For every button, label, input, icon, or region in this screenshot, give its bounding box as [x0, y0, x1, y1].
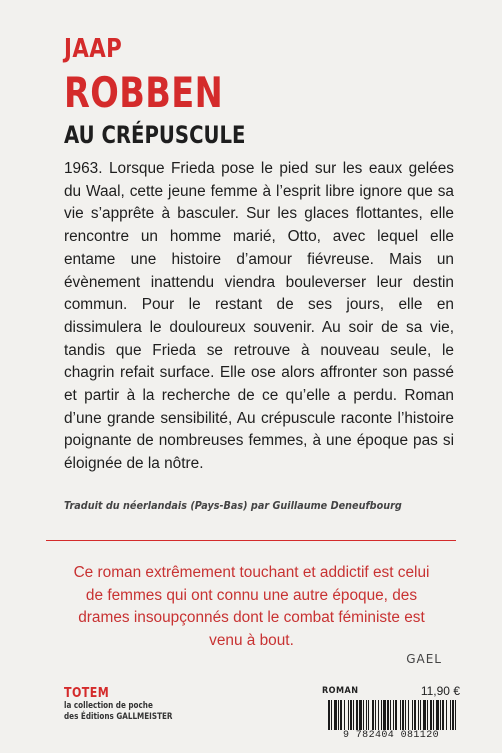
publisher-name: TOTEM [64, 686, 110, 701]
barcode-stripe [340, 700, 342, 730]
category-label: ROMAN [322, 686, 359, 696]
barcode-stripe [423, 700, 426, 730]
barcode-icon [328, 700, 458, 730]
barcode-stripe [348, 700, 349, 730]
barcode-stripe [350, 700, 352, 730]
barcode-stripe [356, 700, 358, 730]
barcode-stripe [383, 700, 386, 730]
barcode-stripe [363, 700, 364, 730]
barcode-stripe [450, 700, 451, 730]
barcode-stripe [442, 700, 444, 730]
price-label: 11,90 € [420, 684, 460, 698]
book-title: AU CRÉPUSCULE [64, 121, 246, 149]
barcode-stripe [368, 700, 369, 730]
barcode-stripe [366, 700, 367, 730]
author-last-name: ROBBEN [64, 68, 224, 117]
barcode-stripe [378, 700, 379, 730]
barcode-stripe [452, 700, 454, 730]
barcode-stripe [446, 700, 447, 730]
translator-credit: Traduit du néerlandais (Pays-Bas) par Guillaume Deneufbourg [64, 500, 402, 512]
barcode-stripe [400, 700, 401, 730]
publisher-line-1: la collection de poche [64, 701, 153, 711]
barcode-stripe [405, 700, 406, 730]
barcode-stripe [344, 700, 345, 730]
barcode-stripe [331, 700, 332, 730]
barcode-stripe [455, 700, 456, 730]
divider-line [46, 540, 456, 541]
barcode-stripe [420, 700, 421, 730]
barcode-stripe [395, 700, 397, 730]
barcode-stripe [418, 700, 419, 730]
barcode-stripe [334, 700, 337, 730]
barcode-stripe [381, 700, 382, 730]
author-first-name: JAAP [64, 34, 123, 64]
barcode-stripe [353, 700, 354, 730]
barcode-stripe [359, 700, 362, 730]
barcode-stripe [338, 700, 339, 730]
barcode-stripe [414, 700, 416, 730]
barcode-stripe [393, 700, 394, 730]
isbn-number: 9 782404 081120 [342, 730, 439, 741]
barcode-stripe [427, 700, 428, 730]
barcode-stripe [328, 700, 330, 730]
barcode-stripe [402, 700, 404, 730]
barcode-stripe [387, 700, 389, 730]
publisher-line-2: des Éditions GALLMEISTER [64, 712, 173, 722]
barcode-stripe [436, 700, 439, 730]
quote-source: GAEL [406, 652, 442, 666]
barcode-stripe [430, 700, 432, 730]
publisher-block [64, 686, 192, 723]
barcode-stripe [440, 700, 441, 730]
barcode-stripe [390, 700, 391, 730]
barcode-stripe [433, 700, 434, 730]
barcode-stripe [408, 700, 409, 730]
press-quote: Ce roman extrêmement touchant et addictif est celui de femmes qui ont connu une autre époque, des drames insoupçonnés dont le combat féministe est venu à bout. [73, 564, 430, 649]
barcode-stripe [412, 700, 413, 730]
barcode-stripe [372, 700, 374, 730]
book-blurb: 1963. Lorsque Frieda pose le pied sur les eaux gelées du Waal, cette jeune femme à l’esprit libre ignore que sa vie s’apprête à basculer. Sur les glaces flottantes, elle rencontre un homme marié, Otto, avec lequel elle entame une histoire d’amour fiévreuse. Mais un évènement inattendu viendra bouleverser leur destin commun. Pour le restant de ses jours, elle en dissimulera le douloureux souvenir. Au soir de sa vie, tandis que Frieda se retrouve à nouveau seule, le chagrin refait surface. Elle ose alors affronter son passé et partir à la recherche de ce qu’elle a perdu. Roman d’une grande sensibilité, Au crépuscule raconte l’histoire poignante de nombreuses femmes, à une époque pas si éloignée de la nôtre. [64, 160, 454, 473]
barcode-stripe [375, 700, 376, 730]
barcode-block [322, 686, 460, 744]
